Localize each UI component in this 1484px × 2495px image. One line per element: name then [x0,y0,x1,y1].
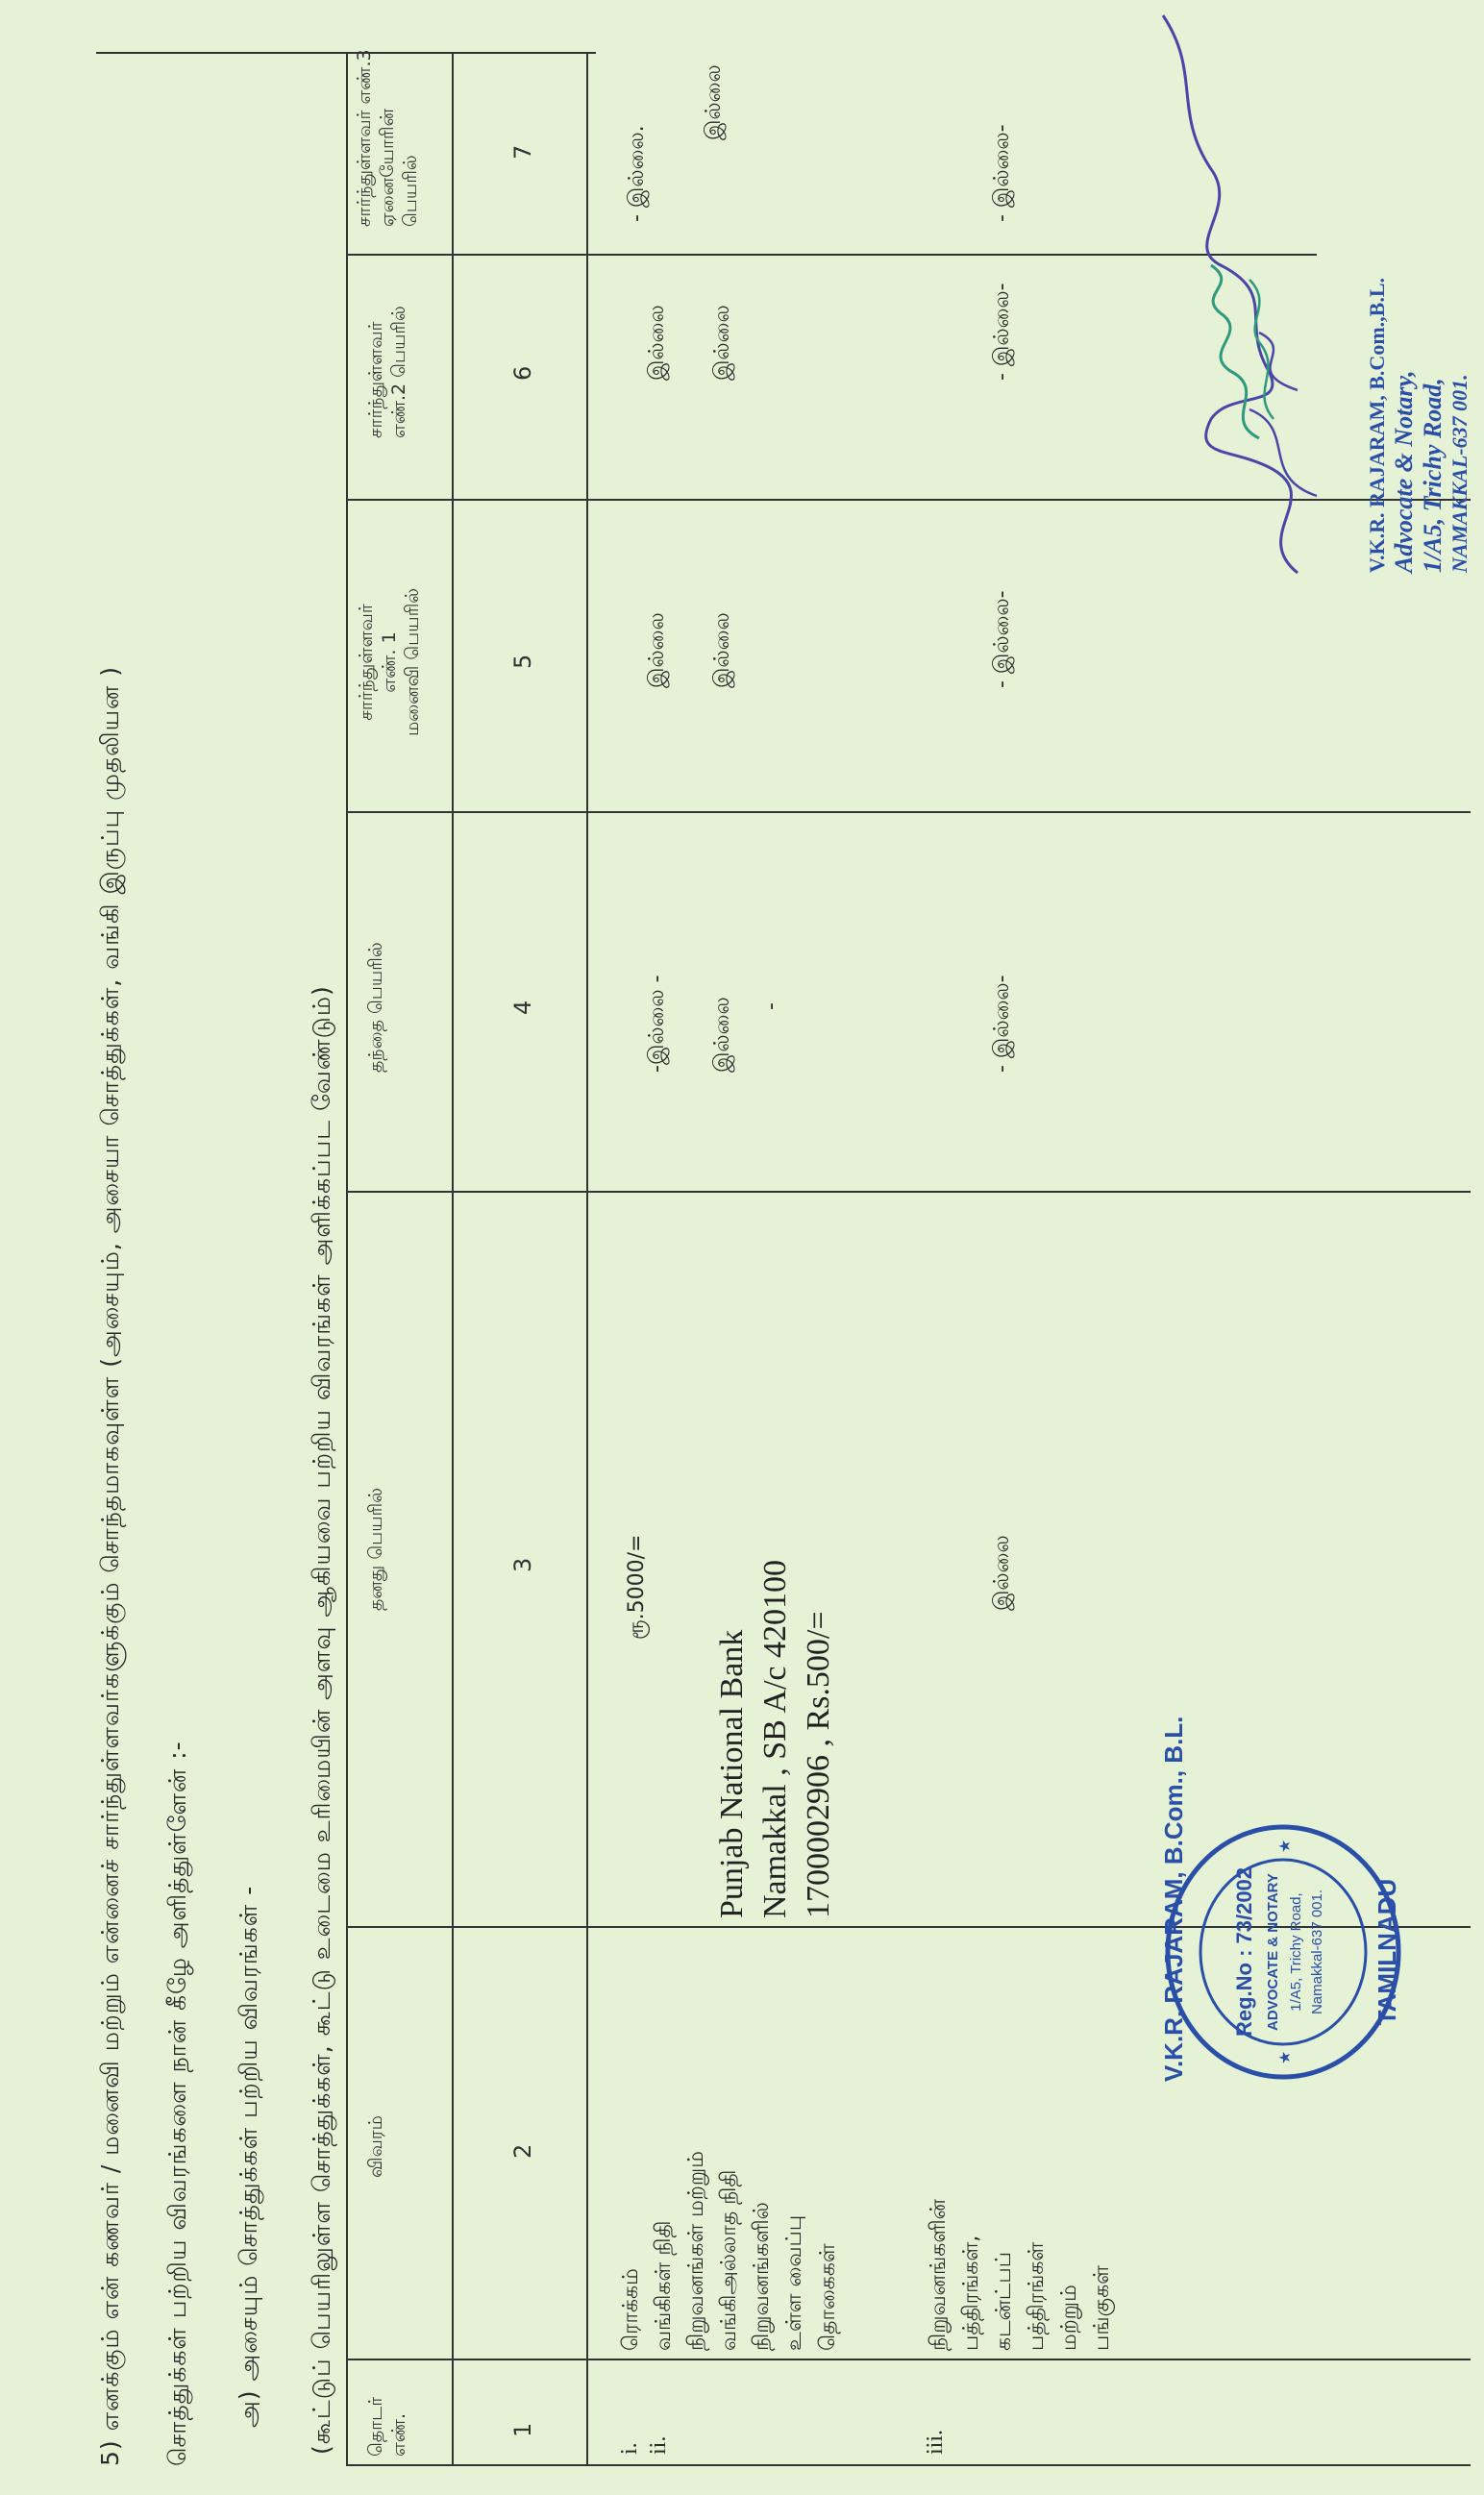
col-number: 5 [509,654,536,669]
col-number: 2 [509,2143,536,2159]
col-number: 7 [509,144,536,160]
col-number: 4 [509,1000,536,1015]
intro-line-2: சொத்துக்கள் பற்றிய விவரங்களை நான் கீழே அளித்துள்ளேன் :- [163,1741,191,2466]
seal-line-2: Advocate & Notary, [1390,370,1418,573]
advocate-seal [1365,278,1472,573]
col-number: 1 [509,2422,536,2437]
intro-line-1: 5) எனக்கும் என் கணவர் / மனைவி மற்றும் என்னைச் சார்ந்துள்ளவர்களுக்கும் சொந்தமாகவுள்ள (அசையும், அசையா சொத்துக்கள், வங்கி இருப்பு முதலியன ) [96,666,124,2466]
stamp-addr-1: 1/A5, Trichy Road, [1288,1892,1304,2012]
col-divider [346,811,1471,813]
col-divider [346,2464,1471,2466]
svg-text:★: ★ [1277,2050,1294,2064]
svg-text:★: ★ [1277,1839,1294,1853]
table-top-border [346,54,348,2466]
header-description: விவரம் [365,2115,386,2178]
col-number: 6 [509,365,536,381]
seal-line-1: V.K.R. RAJARAM, B.Com.,B.L. [1365,278,1389,573]
header-dependent-2: சார்ந்துள்ளவர் எண்.2 பெயரில் [365,306,409,438]
header-serial: தொடர் எண். [365,2396,409,2457]
row3-description: நிறுவனங்களின் பத்திரங்கள், கடன்ட்பப் பத்திரங்கள் மற்றும் பங்குகள் [927,2199,1115,2351]
seal-line-3: 1/A5, Trichy Road, [1419,378,1447,573]
col-number: 3 [509,1557,536,1572]
table-header-border [452,54,454,2466]
row3-serial: iii. [923,2429,948,2455]
table-numbers-border [586,54,588,2466]
stamp-ring-icon [1163,1822,1403,2082]
row1-father: -இல்லை - இல்லை [645,975,735,1073]
seal-line-4: NAMAKKAL-637 001. [1447,374,1472,573]
header-dependent-1: சார்ந்துள்ளவர் எண். 1 மனைவி பெயரில் [356,587,423,736]
header-self: தனது பெயரில் [365,1488,386,1611]
col-divider [346,1191,1471,1193]
row1-dependent-1: இல்லை இல்லை [645,612,735,688]
handwritten-signature [1105,0,1355,611]
col-divider [346,2359,1471,2360]
row1-self-bank: Punjab National Bank Namakkal , SB A/c 420100 1700002906 , Rs.500/= [714,1559,836,1918]
row1-dependent-3-extra: இல்லை [702,64,726,140]
stamp-top-text: V.K.R. RAJARAM, B.Com., B.L. [1159,1716,1188,2082]
row1-description: ரொக்கம் வங்கிகள் நிதி நிறுவனங்கள் மற்றும் வங்கிஅல்லாத நிதி நிறுவனங்களில் உள்ள வைப்பு தொகைகள் [619,2151,840,2351]
stamp-title: ADVOCATE & NOTARY [1265,1873,1281,2031]
intro-line-4: (கூட்டுப் பெயரிலுள்ள சொத்துக்கள், கூட்டு உடைமை உரிமையின் அளவு ஆகியவை பற்றிய விவரங்கள் அளிக்கப்பட வேண்டும்) [308,985,335,2455]
header-dependent-3: சார்ந்துள்ளவர் எண்.3 ஏனையோரின் பெயரில் [354,49,421,227]
row1-dependent-3: - இல்லை. [625,125,649,222]
row1-self-cash: ரூ.5000/= [625,1534,649,1640]
row3-dependent-3: - இல்லை- [990,124,1014,222]
notary-stamp [1159,1716,1403,2082]
stamp-bottom-text: TAMILNADU [1373,1878,1401,2026]
table-right-border [96,52,596,54]
row1-dependent-2: இல்லை இல்லை [645,305,735,381]
row3-dependent-1: - இல்லை- [990,590,1014,688]
row1-father-dash: - [759,1002,783,1010]
row3-self: இல்லை [990,1535,1014,1611]
row3-dependent-2: - இல்லை- [990,283,1014,381]
header-father: தந்தை பெயரில் [365,942,386,1073]
intro-line-3: அ) அசையும் சொத்துக்கள் பற்றிய விவரங்கள் - [235,1885,262,2428]
stamp-addr-2: Namakkal-637 001. [1309,1889,1325,2015]
row1-serials: i. ii. [617,2435,671,2455]
row3-father: - இல்லை- [990,975,1014,1073]
signature-scribble-icon [1105,0,1355,611]
stamp-reg: Reg.No : 73/2002 [1232,1866,1256,2038]
